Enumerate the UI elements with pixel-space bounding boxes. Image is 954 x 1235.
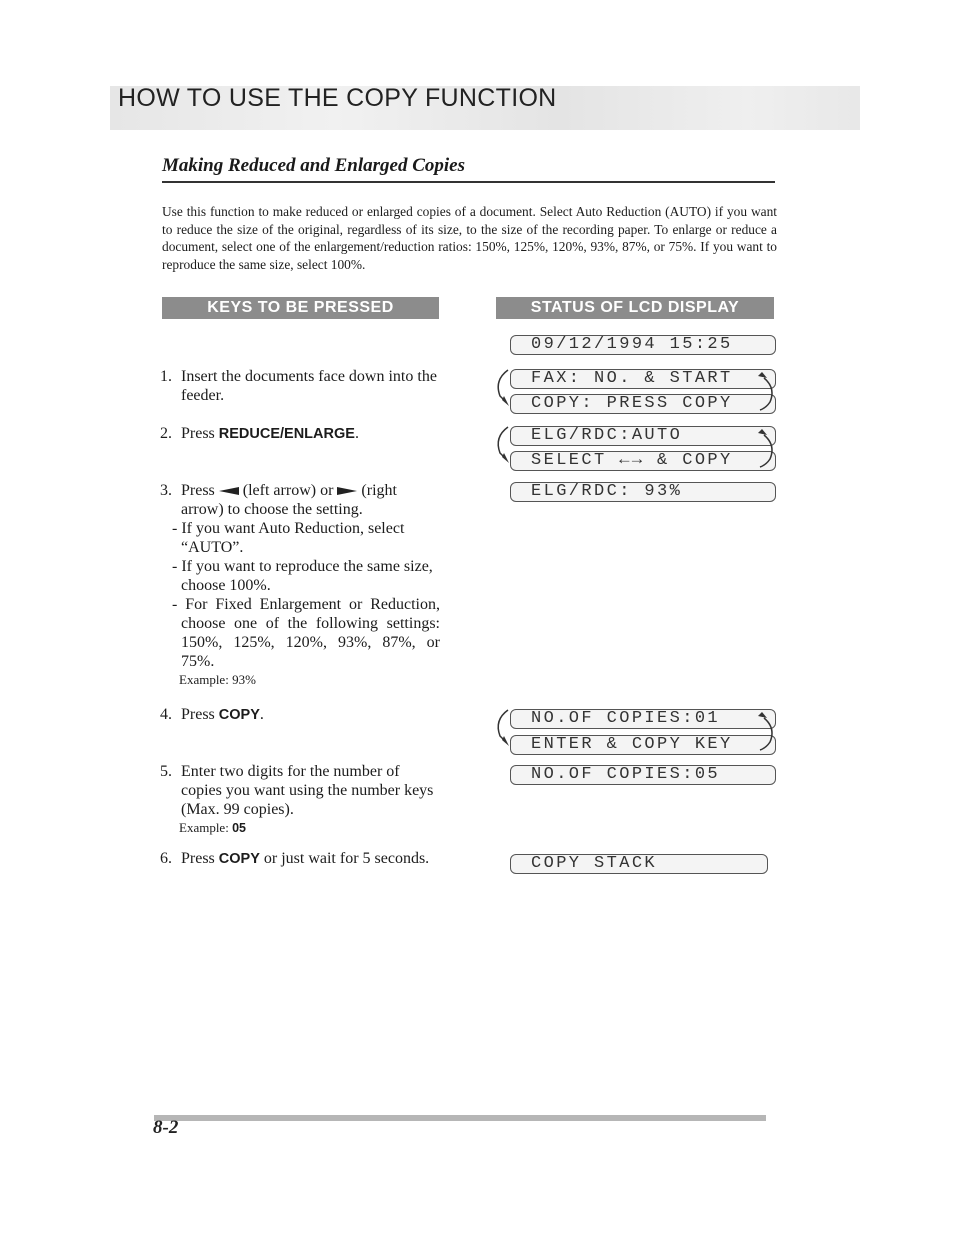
left-arrow-icon [219, 487, 239, 495]
step-text-end: (right arrow) to choose the setting. [181, 482, 397, 518]
right-arrow-icon [337, 487, 357, 495]
step-3 [160, 481, 440, 688]
lcd-copy-stack: COPY STACK [510, 854, 768, 874]
step-text-end: or just wait for 5 seconds. [259, 850, 430, 867]
lcd-enter-copy: ENTER & COPY KEY [510, 735, 776, 755]
step-number: 2. [160, 425, 172, 442]
lcd-date-time: 09/12/1994 15:25 [510, 335, 776, 355]
step-text: Enter two digits for the number of copies you want using the number keys (Max. 99 copies). [181, 763, 434, 818]
step-4 [160, 705, 440, 725]
step-number: 6. [160, 850, 172, 867]
cycle-arrows-icon [492, 706, 782, 758]
sub-item-auto: - If you want Auto Reduction, select “AUTO”. [172, 520, 405, 556]
lcd-elg-93: ELG/RDC: 93% [510, 482, 776, 502]
step-text: Insert the documents face down into the feeder. [181, 368, 437, 404]
lcd-select-copy: SELECT ←→ & COPY [510, 451, 776, 471]
step-text-end: . [259, 706, 264, 723]
step-text: Press [181, 482, 219, 499]
key-copy: COPY [218, 707, 260, 723]
lcd-header: STATUS OF LCD DISPLAY [496, 297, 774, 319]
step-text: Press [181, 850, 219, 867]
intro-paragraph: Use this function to make reduced or enlarged copies of a document. Select Auto Reduction (AUTO) if you want to reduce the size of the original, regardless of its size, to the size of the recording paper. To enlarge or reduce a document, select one of the enlargement/reduction ratios: 150%, 125%, 120%, 93%, 87%, or 75%. If you want to reproduce the same size, select 100%. [162, 204, 777, 272]
step-number: 3. [160, 482, 172, 499]
keys-header: KEYS TO BE PRESSED [162, 297, 439, 319]
key-copy: COPY [218, 851, 260, 867]
section-divider [162, 181, 775, 183]
step-number: 1. [160, 368, 172, 385]
step-text-end: . [354, 425, 359, 442]
section-title: Making Reduced and Enlarged Copies [162, 155, 465, 176]
step-number: 5. [160, 763, 172, 780]
example-value: 05 [232, 821, 246, 835]
step-6 [160, 849, 440, 869]
step-text: Press [181, 425, 219, 442]
step-2 [160, 424, 440, 444]
lcd-copy-press: COPY: PRESS COPY [510, 394, 776, 414]
footer-rule [154, 1115, 766, 1121]
step-1 [160, 367, 440, 405]
page-number: 8-2 [153, 1117, 179, 1138]
lcd-copies-05: NO.OF COPIES:05 [510, 765, 776, 785]
step-text-mid: (left arrow) or [242, 482, 338, 499]
lcd-elg-auto: ELG/RDC:AUTO [510, 426, 776, 446]
cycle-arrows-icon [492, 423, 782, 475]
cycle-arrows-icon [492, 366, 782, 418]
key-reduce-enlarge: REDUCE/ENLARGE [218, 426, 355, 442]
step-number: 4. [160, 706, 172, 723]
example-text [179, 819, 440, 837]
chapter-title: HOW TO USE THE COPY FUNCTION [118, 84, 557, 112]
example-label: Example: [179, 820, 233, 835]
lcd-copies-01: NO.OF COPIES:01 [510, 709, 776, 729]
example-text: Example: 93% [179, 672, 256, 687]
step-text: Press [181, 706, 219, 723]
sub-item-same-size: - If you want to reproduce the same size, choose 100%. [172, 558, 433, 594]
lcd-fax-start: FAX: NO. & START [510, 369, 776, 389]
step-5 [160, 762, 440, 837]
sub-item-fixed: - For Fixed Enlargement or Reduction, choose one of the following settings: 150%, 125%, 120%, 93%, 87%, or 75%. [172, 596, 440, 670]
